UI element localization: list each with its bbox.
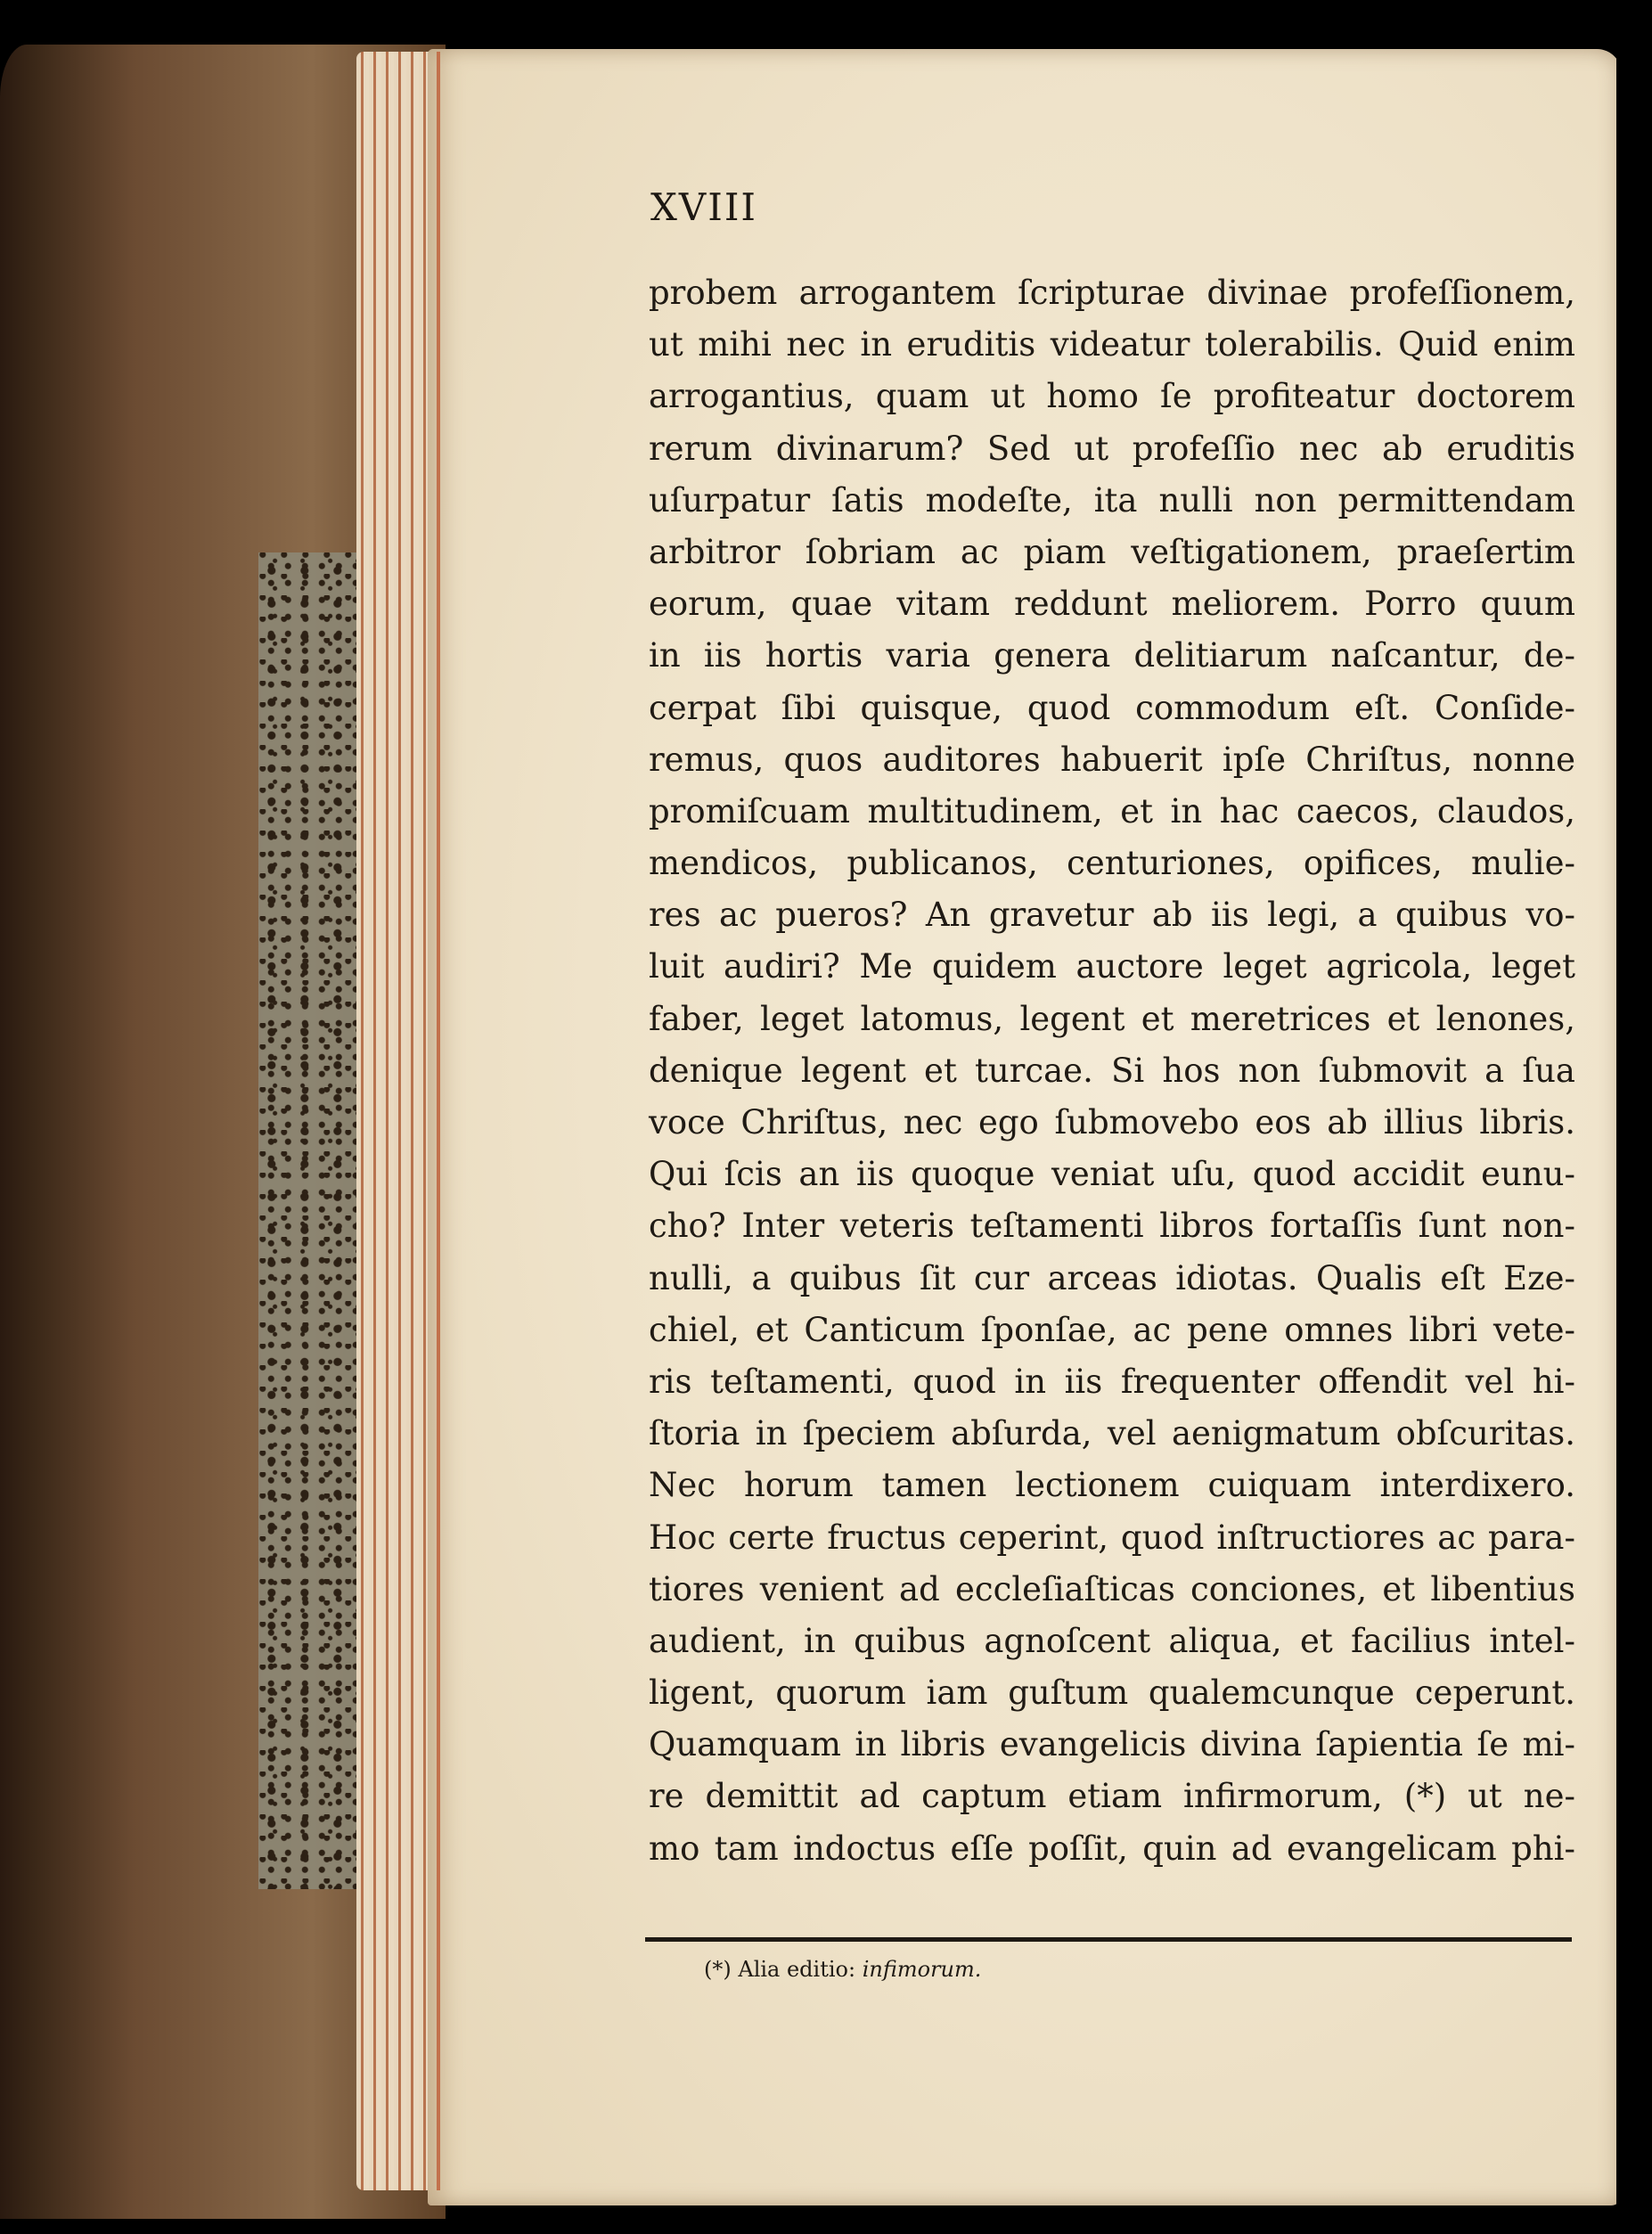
text-line: rerum divinarum? Sed ut profeſſio nec ab eruditis <box>649 429 1575 468</box>
text-line: res ac pueros? An gravetur ab iis legi, a quibus vo- <box>649 896 1575 935</box>
text-line: cho? Inter veteris teſtamenti libros fortaſſis ſunt non- <box>649 1207 1575 1246</box>
text-line: mendicos, publicanos, centuriones, opifices, mulie- <box>649 844 1575 883</box>
text-line: arbitror ſobriam ac piam veſtigationem, praeſertim <box>649 532 1575 571</box>
text-line: ligent, quorum iam guſtum qualemcunque ceperunt. <box>649 1673 1575 1713</box>
red-page-rule <box>437 52 440 2190</box>
text-line: denique legent et turcae. Si hos non ſubmovit a ſua <box>649 1051 1575 1090</box>
body-text <box>649 267 1575 1875</box>
text-line: uſurpatur ſatis modeſte, ita nulli non permittendam <box>649 480 1575 520</box>
text-line: faber, leget latomus, legent et meretrices et lenones, <box>649 999 1575 1038</box>
text-line: nulli, a quibus ſit cur arceas idiotas. Qualis eſt Eze- <box>649 1258 1575 1297</box>
text-line: in iis hortis varia genera delitiarum naſcantur, de- <box>649 636 1575 675</box>
text-line: luit audiri? Me quidem auctore leget agricola, leget <box>649 947 1575 986</box>
dark-background <box>1616 0 1652 2234</box>
text-line: promiſcuam multitudinem, et in hac caecos, claudos, <box>649 791 1575 831</box>
text-line: voce Chriſtus, nec ego ſubmovebo eos ab illius libris. <box>649 1103 1575 1142</box>
footnote <box>704 1957 981 1982</box>
text-line: probem arrogantem ſcripturae divinae profeſſionem, <box>649 274 1575 312</box>
text-line: arrogantius, quam ut homo ſe profiteatur doctorem <box>649 377 1575 416</box>
text-line: mo tam indoctus eſſe poſſit, quin ad evangelicam phi- <box>649 1829 1575 1868</box>
footnote-marker: (*) Alia editio: <box>704 1957 856 1982</box>
text-line: Nec horum tamen lectionem cuiquam interdixero. <box>649 1466 1575 1505</box>
page-stack-edges <box>356 52 437 2190</box>
text-line: eorum, quae vitam reddunt meliorem. Porro quum <box>649 585 1575 624</box>
text-line: chiel, et Canticum ſponſae, ac pene omnes libri vete- <box>649 1310 1575 1349</box>
footnote-divider <box>645 1937 1572 1942</box>
text-line: remus, quos auditores habuerit ipſe Chriſtus, nonne <box>649 740 1575 779</box>
text-line: ris teſtamenti, quod in iis frequenter offendit vel hi- <box>649 1362 1575 1401</box>
text-line: re demittit ad captum etiam infirmorum, (*) ut ne- <box>649 1777 1575 1816</box>
text-line: audient, in quibus agnoſcent aliqua, et facilius intel- <box>649 1621 1575 1660</box>
text-line: Quamquam in libris evangelicis divina ſapientia ſe mi- <box>649 1725 1575 1764</box>
text-line: Qui ſcis an iis quoque veniat uſu, quod accidit eunu- <box>649 1155 1575 1194</box>
text-line: tiores venient ad eccleſiaſticas conciones, et libentius <box>649 1569 1575 1608</box>
text-line: cerpat ſibi quisque, quod commodum eſt. Conſide- <box>649 688 1575 727</box>
text-line: ut mihi nec in eruditis videatur tolerabilis. Quid enim <box>649 325 1575 364</box>
text-line: Hoc certe fructus ceperint, quod inſtructiores ac para- <box>649 1518 1575 1557</box>
page-number: XVIII <box>650 185 758 229</box>
footnote-variant: infimorum. <box>862 1957 982 1982</box>
text-line: ſtoria in ſpeciem abſurda, vel aenigmatum obſcuritas. <box>649 1414 1575 1453</box>
